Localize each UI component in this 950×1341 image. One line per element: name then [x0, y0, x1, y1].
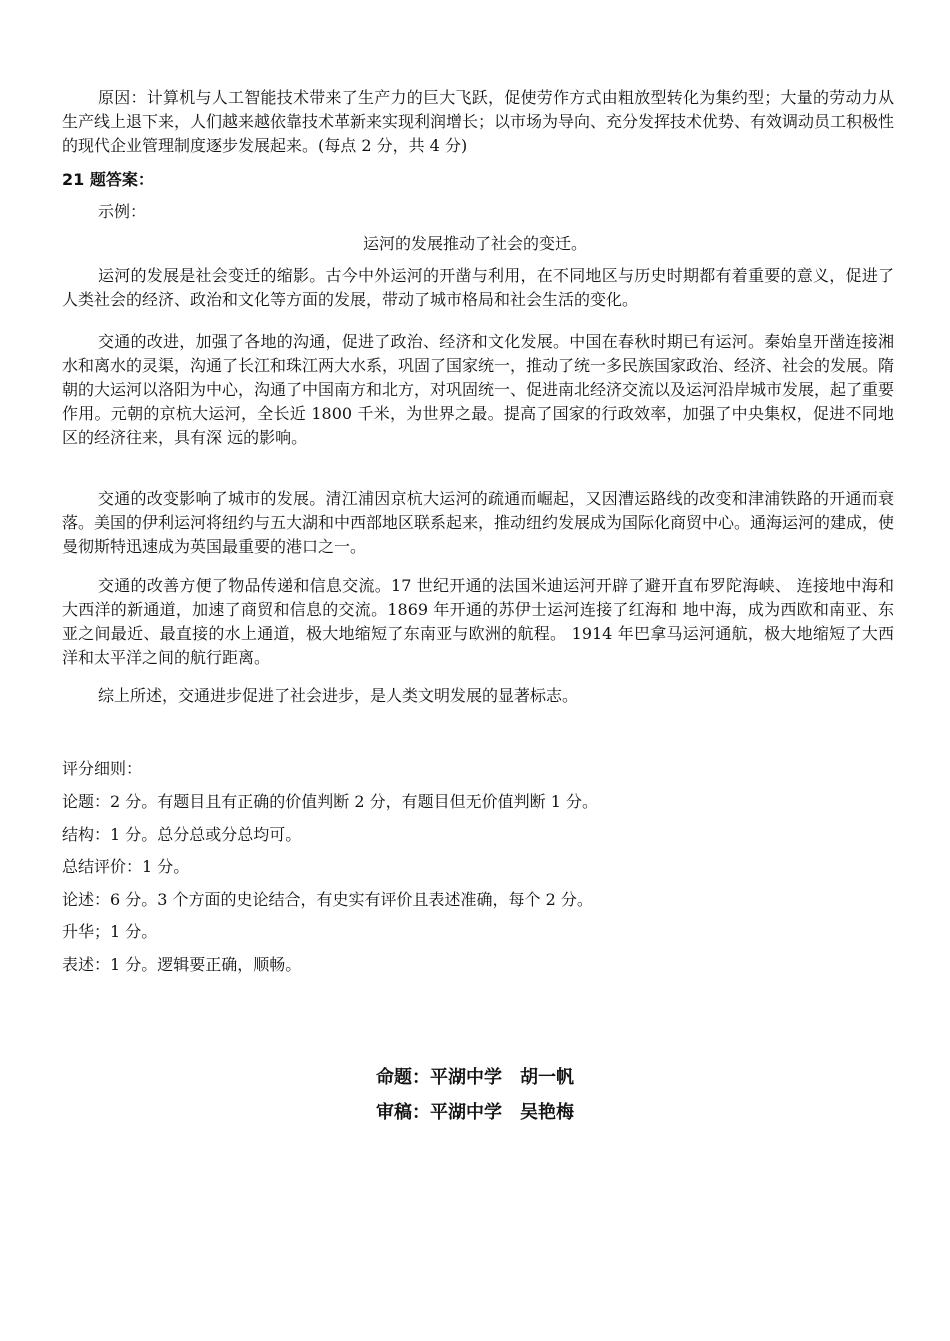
scoring-item: 论述：6 分。3 个方面的史论结合，有史实有评价且表述准确，每个 2 分。 — [62, 890, 593, 909]
scoring-title: 评分细则： — [62, 759, 143, 778]
essay-conclusion: 综上所述，交通进步促进了社会进步，是人类文明发展的显著标志。 — [98, 686, 579, 705]
scoring-item: 结构：1 分。总分总或分总均可。 — [62, 825, 302, 844]
essay-paragraph-1: 运河的发展是社会变迁的缩影。古今中外运河的开凿与利用，在不同地区与历史时期都有着重要的意义，促进了人类社会的经济、政治和文化等方面的发展，带动了城市格局和社会生活的变化。 — [62, 266, 894, 309]
scoring-item: 总结评价：1 分。 — [62, 857, 190, 876]
essay-title: 运河的发展推动了社会的变迁。 — [362, 234, 587, 253]
example-label: 示例： — [98, 202, 147, 221]
scoring-item: 升华；1 分。 — [62, 922, 158, 941]
essay-paragraph-3: 交通的改变影响了城市的发展。清江浦因京杭大运河的疏通而崛起，又因漕运路线的改变和津浦铁路的开通而衰落。美国的伊利运河将纽约与五大湖和中西部地区联系起来，推动纽约发展成为国际化商贸中心。通海运河的建成，使曼彻斯特迅速成为英国最重要的港口之一。 — [62, 489, 895, 556]
question-21-heading: 21 题答案： — [62, 170, 154, 189]
essay-paragraph-2: 交通的改进，加强了各地的沟通，促进了政治、经济和文化发展。中国在春秋时期已有运河。秦始皇开凿连接湘水和离水的灵渠，沟通了长江和珠江两大水系，巩固了国家统一，推动了统一多民族国家政治、经济、社会的发展。隋朝的大运河以洛阳为中心，沟通了中国南方和北方，对巩固统一、促进南北经济交流以及运河沿岸城市发展，起了重要作用。元朝的京杭大运河，全长近 1800 千米，为世界之最。提高了国家的行政效率，加强了中央集权，促进不同地区的经济往来，具有深 远的影响。 — [62, 332, 895, 447]
essay-paragraph-4: 交通的改善方便了物品传递和信息交流。17 世纪开通的法国米迪运河开辟了避开直布罗陀海峡、 连接地中海和大西洋的新通道，加速了商贸和信息的交流。1869 年开通的苏伊士运河连接了红海和 地中海，成为西欧和南亚、东亚之间最近、最直接的水上通道，极大地缩短了东南亚与欧洲的航程。 1914 年巴拿马运河通航，极大地缩短了大西洋和太平洋之间的航行距离。 — [62, 576, 894, 667]
author-credit: 命题：平湖中学 胡一帆 — [376, 1067, 574, 1088]
scoring-item: 表述：1 分。逻辑要正确，顺畅。 — [62, 955, 302, 974]
reviewer-credit: 审稿：平湖中学 吴艳梅 — [376, 1102, 574, 1123]
scoring-item: 论题：2 分。有题目且有正确的价值判断 2 分，有题目但无价值判断 1 分。 — [62, 792, 598, 811]
answer-reason-paragraph: 原因：计算机与人工智能技术带来了生产力的巨大飞跃，促使劳作方式由粗放型转化为集约型；大量的劳动力从生产线上退下来，人们越来越依靠技术革新来实现利润增长；以市场为导向、充分发挥技术优势、有效调动员工积极性的现代企业管理制度逐步发展起来。(每点 2 分，共 4 分) — [62, 88, 895, 155]
